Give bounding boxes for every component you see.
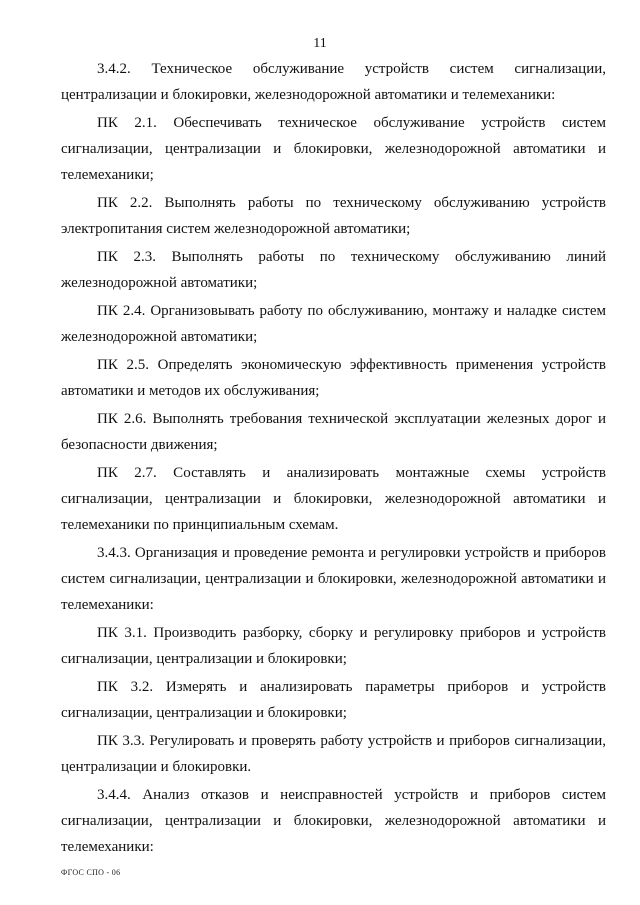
paragraph-3-4-4: 3.4.4. Анализ отказов и неисправностей устройств и приборов систем сигнализации, централизации и блокировки, железнодорожной автоматики и телемеханики: bbox=[61, 787, 606, 855]
paragraph-pk-3-2: ПК 3.2. Измерять и анализировать параметры приборов и устройств сигнализации, централизации и блокировки; bbox=[61, 679, 606, 721]
paragraph-pk-2-2: ПК 2.2. Выполнять работы по техническому обслуживанию устройств электропитания систем железнодорожной автоматики; bbox=[61, 195, 606, 237]
paragraph-pk-3-3: ПК 3.3. Регулировать и проверять работу устройств и приборов сигнализации, централизации и блокировки. bbox=[61, 733, 606, 775]
paragraph-pk-2-1: ПК 2.1. Обеспечивать техническое обслуживание устройств систем сигнализации, централизации и блокировки, железнодорожной автоматики и телемеханики; bbox=[61, 115, 606, 183]
paragraph-pk-2-6: ПК 2.6. Выполнять требования технической эксплуатации железных дорог и безопасности движения; bbox=[61, 411, 606, 453]
paragraph-pk-2-4: ПК 2.4. Организовывать работу по обслуживанию, монтажу и наладке систем железнодорожной автоматики; bbox=[61, 303, 606, 345]
document-body bbox=[61, 56, 606, 862]
paragraph-pk-3-1: ПК 3.1. Производить разборку, сборку и регулировку приборов и устройств сигнализации, централизации и блокировки; bbox=[61, 625, 606, 667]
paragraph-pk-2-3: ПК 2.3. Выполнять работы по техническому обслуживанию линий железнодорожной автоматики; bbox=[61, 249, 606, 291]
footer-label: ФГОС СПО - 06 bbox=[61, 868, 121, 877]
paragraph-pk-2-7: ПК 2.7. Составлять и анализировать монтажные схемы устройств сигнализации, централизации и блокировки, железнодорожной автоматики и телемеханики по принципиальным схемам. bbox=[61, 465, 606, 533]
paragraph-3-4-2: 3.4.2. Техническое обслуживание устройств систем сигнализации, централизации и блокировки, железнодорожной автоматики и телемеханики: bbox=[61, 61, 606, 103]
paragraph-pk-2-5: ПК 2.5. Определять экономическую эффективность применения устройств автоматики и методов их обслуживания; bbox=[61, 357, 606, 399]
page-number: 11 bbox=[313, 36, 327, 51]
paragraph-3-4-3: 3.4.3. Организация и проведение ремонта и регулировки устройств и приборов систем сигнализации, централизации и блокировки, железнодорожной автоматики и телемеханики: bbox=[61, 545, 606, 613]
